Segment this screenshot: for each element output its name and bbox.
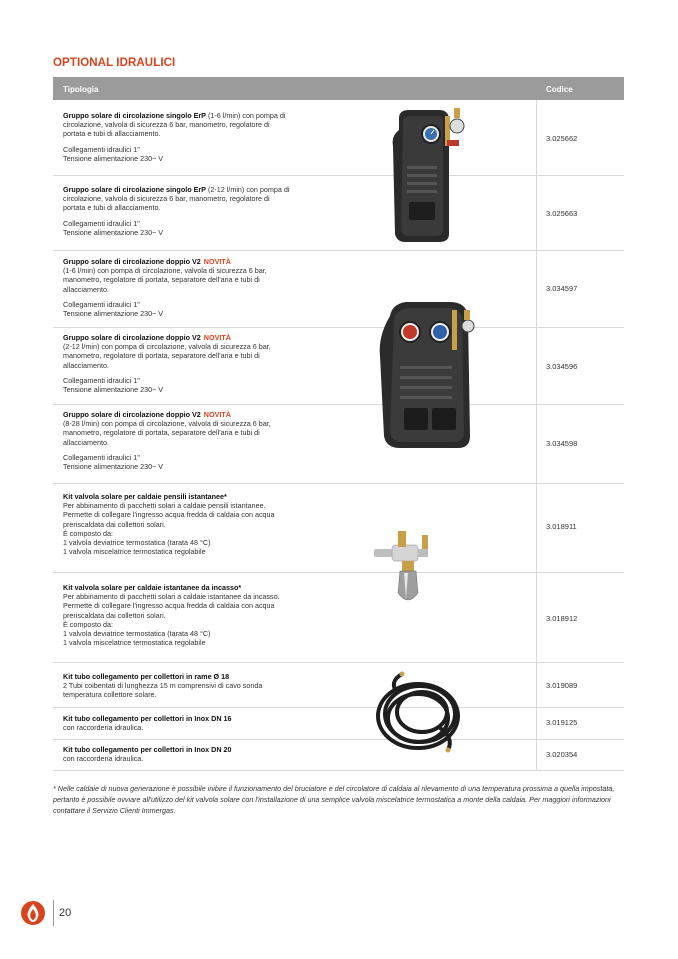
table-row [53, 404, 624, 484]
product-desc: 2 Tubi coibentati di lunghezza 15 m comprensivi di cavo sonda temperatura collettore solare. [63, 681, 263, 700]
table-row [53, 707, 624, 740]
product-name: Kit tubo collegamento per collettori in Inox DN 20 [63, 745, 232, 754]
product-spec: (1-6 l/min) [205, 111, 241, 120]
product-connections: Collegamenti idraulici 1" [63, 299, 140, 309]
product-desc: con pompa di circolazione, valvola di sicurezza 6 bar, manometro, regolatore di portata e tubi di allacciamento. [63, 111, 286, 139]
product-name: Gruppo solare di circolazione singolo ErP [63, 185, 206, 194]
table-row [53, 662, 624, 708]
product-composition: È composto da: [63, 619, 113, 629]
row-description [63, 111, 293, 163]
product-desc: con raccorderia idraulica. [63, 754, 144, 764]
insulated-pipe-coil-image [368, 668, 478, 756]
row-description [63, 492, 293, 556]
product-composition: È composto da: [63, 528, 113, 538]
product-desc: con raccorderia idraulica. [63, 723, 144, 733]
product-voltage: Tensione alimentazione 230~ V [63, 385, 164, 395]
double-solar-pump-group-image [370, 296, 482, 454]
new-badge: NOVITÀ [203, 410, 231, 419]
product-voltage: Tensione alimentazione 230~ V [63, 462, 164, 472]
header-code: Codice [546, 85, 573, 94]
product-desc: Per abbinamento di pacchetti solari a caldaie pensili istantanee. Permette di collegare l'ingresso acqua fredda di caldaia con acqua preriscaldata dai collettori solari. [63, 501, 275, 529]
product-desc: (1-6 l/min) con pompa di circolazione, valvola di sicurezza 6 bar, manometro, regolatore di portata, separatore dell'aria e tubi di allacciamento. [63, 266, 267, 294]
product-desc: (8-28 l/min) con pompa di circolazione, valvola di sicurezza 6 bar, manometro, regolatore di portata, separatore dell'aria e tubi di allacciamento. [63, 419, 271, 447]
product-code: 3.018912 [546, 614, 578, 623]
product-name: Kit tubo collegamento per collettori in rame Ø 18 [63, 672, 230, 681]
product-voltage: Tensione alimentazione 230~ V [63, 309, 164, 319]
section-title: OPTIONAL IDRAULICI [53, 57, 176, 69]
product-code: 3.034598 [546, 439, 578, 448]
single-solar-pump-group-image [385, 106, 475, 244]
new-badge: NOVITÀ [203, 257, 231, 266]
product-connections: Collegamenti idraulici 1" [63, 218, 140, 228]
product-desc: Per abbinamento di pacchetti solari a caldaie istantanee da incasso. Permette di collegare l'ingresso acqua fredda di caldaia con acqua preriscaldata dai collettori solari. [63, 592, 280, 620]
product-component: 1 valvola deviatrice termostatica (tarata 48 °C) [63, 538, 211, 548]
product-name: Gruppo solare di circolazione singolo ErP [63, 111, 206, 120]
product-component: 1 valvola miscelatrice termostatica regolabile [63, 547, 206, 557]
page-number: 20 [59, 907, 72, 919]
table-row [53, 100, 624, 176]
product-name: Kit valvola solare per caldaie istantanee da incasso* [63, 583, 242, 592]
product-component: 1 valvola deviatrice termostatica (tarata 48 °C) [63, 629, 211, 639]
row-description [63, 333, 293, 394]
page-number-divider [53, 900, 54, 926]
row-description [63, 257, 293, 318]
product-desc: con pompa di circolazione, valvola di sicurezza 6 bar, manometro, regolatore di portata e tubi di allacciamento. [63, 185, 290, 213]
table-row [53, 739, 624, 771]
product-name: Gruppo solare di circolazione doppio V2 [63, 410, 201, 419]
product-voltage: Tensione alimentazione 230~ V [63, 227, 164, 237]
product-name: Gruppo solare di circolazione doppio V2 [63, 257, 201, 266]
product-code: 3.025662 [546, 134, 578, 143]
table-row [53, 572, 624, 663]
product-spec: (2-12 l/min) [205, 185, 245, 194]
solar-valve-kit-image [368, 527, 438, 609]
row-description [63, 672, 293, 700]
table-row [53, 175, 624, 251]
immergas-flame-logo-icon [20, 900, 46, 926]
table-row [53, 327, 624, 405]
row-description [63, 583, 293, 647]
product-desc: (2-12 l/min) con pompa di circolazione, valvola di sicurezza 6 bar, manometro, regolatore di portata, separatore dell'aria e tubi di allacciamento. [63, 342, 271, 370]
product-code: 3.018911 [546, 522, 577, 531]
product-code: 3.020354 [546, 750, 578, 759]
table-row [53, 250, 624, 328]
row-description [63, 745, 293, 763]
product-connections: Collegamenti idraulici 1" [63, 144, 140, 154]
product-code: 3.034597 [546, 284, 578, 293]
product-name: Kit tubo collegamento per collettori in Inox DN 16 [63, 714, 232, 723]
new-badge: NOVITÀ [203, 333, 231, 342]
row-description [63, 185, 293, 237]
product-name: Kit valvola solare per caldaie pensili istantanee* [63, 492, 227, 501]
product-code: 3.019089 [546, 681, 578, 690]
product-code: 3.034596 [546, 362, 578, 371]
footnote: * Nelle caldaie di nuova generazione è possibile inibire il funzionamento del bruciatore e del circolatore di caldaia al rilevamento di una temperatura prossima a quella impostata, pertanto è possibile ovviare all'utilizzo del kit valvola solare con l'installazione di una semplice valvola miscelatrice termostatica a monte della caldaia. Per maggiori informazioni contattare il Servizio Clienti Immergas. [53, 784, 615, 815]
row-description [63, 410, 293, 471]
header-type: Tipologia [63, 85, 99, 94]
table-header [53, 77, 624, 100]
product-voltage: Tensione alimentazione 230~ V [63, 153, 164, 163]
table-row [53, 483, 624, 573]
row-description [63, 714, 293, 732]
product-connections: Collegamenti idraulici 1" [63, 375, 140, 385]
product-connections: Collegamenti idraulici 1" [63, 452, 140, 462]
product-code: 3.019125 [546, 718, 578, 727]
product-name: Gruppo solare di circolazione doppio V2 [63, 333, 201, 342]
product-code: 3.025663 [546, 209, 578, 218]
product-component: 1 valvola miscelatrice termostatica regolabile [63, 638, 206, 648]
